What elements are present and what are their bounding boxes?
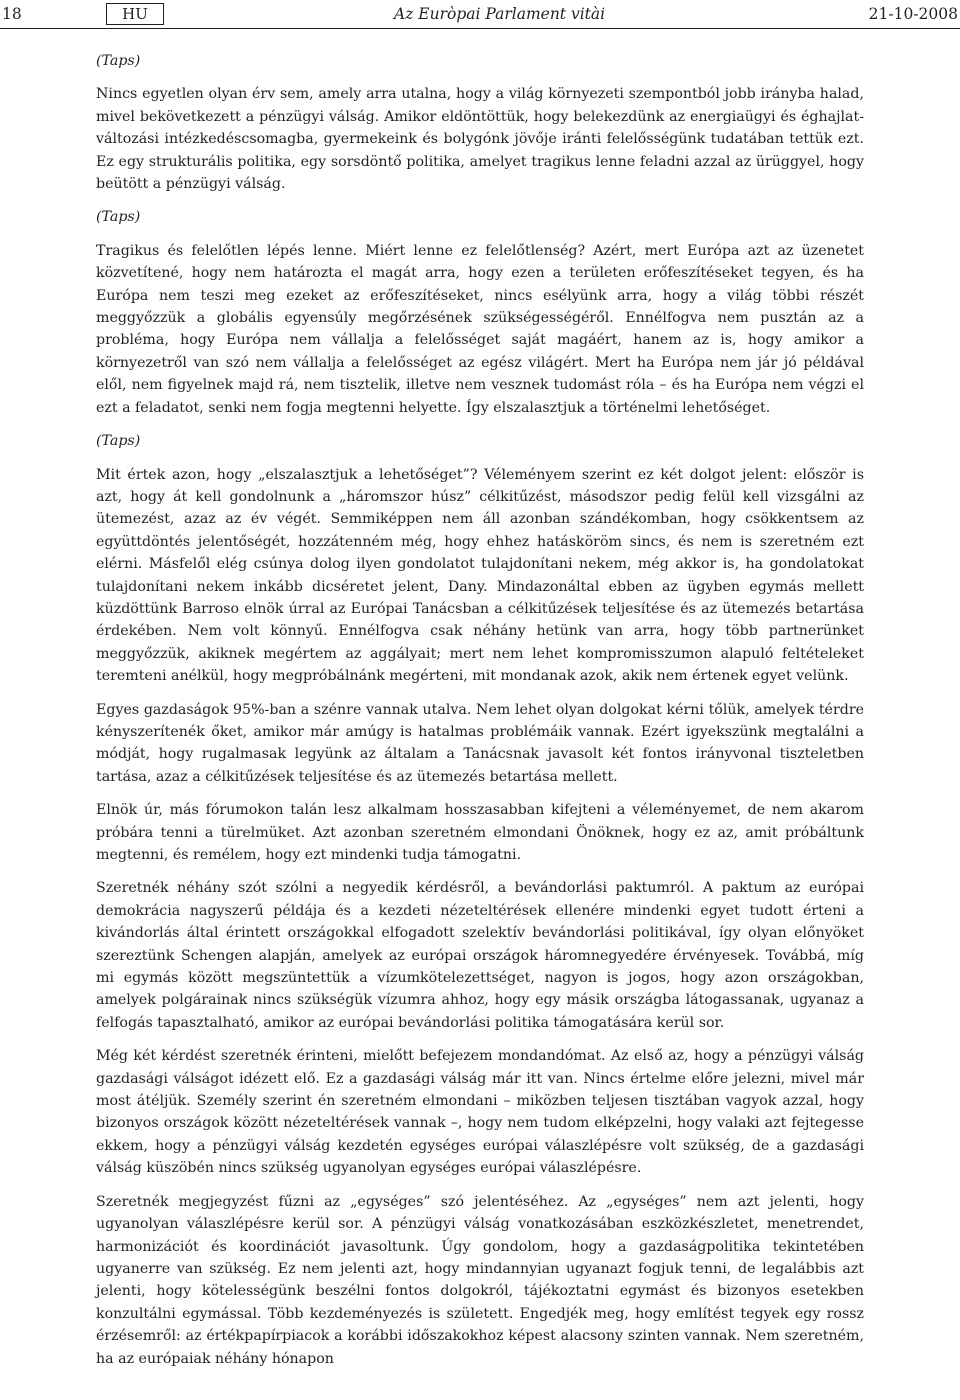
body-paragraph: Nincs egyetlen olyan érv sem, amely arra utalna, hogy a világ környezeti szempontból jobb irányba halad, mivel bekövetkezett a pénzügyi válság. Amikor eldöntöttük, hogy belekezdünk az energiaügyi és éghajlat-változási intézkedéscsomagba, gyermekeink és bolygónk jövője iránti felelősségünk tudatában tettük ezt. Ez egy strukturális politika, egy sorsdöntő politika, amelyet tragikus lenne feladni azzal az ürüggyel, hogy beütött a pénzügyi válság. [96, 86, 864, 193]
document-title: Az Euròpai Parlament vitài [394, 5, 606, 23]
body-paragraph: Egyes gazdaságok 95%-ban a szénre vannak utalva. Nem lehet olyan dolgokat kérni tőlük, amelyek térdre kényszerítenék őket, amikor már amúgy is hatalmas problémáik vannak. Ezért igyekszünk megtalálni a módját, hogy rugalmasak legyünk az általam a Tanácsnak javasolt két fontos irányvonal tiszteletben tartása, azaz a célkitűzések teljesítése és az ütemezés betartása mellett. [96, 701, 864, 785]
document-body [96, 50, 864, 1381]
body-paragraph: Mit értek azon, hogy „elszalasztjuk a lehetőséget”? Véleményem szerint ez két dolgot jelent: először is azt, hogy át kell gondolnunk a „háromszor húsz” célkitűzést, másodszor pedig felül kell vizsgálni az ütemezést, azaz az év végét. Semmiképpen nem áll azonban szándékomban, hogy csökkentsem az együttdöntés jelentőségét, hozzátenném még, hogy ehhez hatásköröm sincs, és nem is szeretném ezt elérni. Másfelől elég csúnya dolog ilyen gondolatot tulajdonítani nekem, még akkor is, ha gondolatokat tulajdonítani nekem inkább dicséretet jelent, Dany. Mindazonáltal ebben az ügyben egymás mellett küzdöttünk Barroso elnök úrral az Európai Tanácsban a célkitűzések teljesítése és az ütemezés betartása érdekében. Nem volt könnyű. Ennélfogva csak néhány hetünk van arra, hogy több partnerünket meggyőzzük, akiknek megértem az aggályait; mert nem lehet kompromisszumon alapuló feltételeket teremteni anélkül, hogy megpróbálnánk megérteni, mit mondanak azok, akik nem értenek egyet velünk. [96, 466, 864, 685]
body-paragraph: Tragikus és felelőtlen lépés lenne. Miért lenne ez felelőtlenség? Azért, mert Európa azt az üzenetet közvetítené, hogy nem határozta el magát arra, hogy ezen a területen erőfeszítéseket tegyen, és ha Európa nem teszi meg ezeket az erőfeszítéseket, nincs esélyünk arra, hogy a világ többi részét meggyőzzük a globális egyensúly megőrzésének szükségességéről. Ennélfogva nem pusztán az a probléma, hogy Európa nem vállalja a felelősséget saját magáért, hanem az is, hogy amikor a környezetről van szó nem vállalja a felelősséget az egész világért. Mert ha Európa nem jár jó példával elől, nem figyelnek majd rá, nem tisztelik, illetve nem vesznek tudomást róla – és ha Európa nem végzi el ezt a feladatot, senki nem fogja megtenni helyette. Így elszalasztjuk a történelmi lehetőséget. [96, 242, 864, 416]
body-paragraph: Még két kérdést szeretnék érinteni, mielőtt befejezem mondandómat. Az első az, hogy a pénzügyi válság gazdasági válságot idézett elő. Ez a gazdasági válság már itt van. Nincs értelme előre jelezni, mivel már most átéljük. Személy szerint én szeretném elmondani – miközben teljesen tisztában vagyok azzal, hogy bizonyos országok között nézeteltérések vannak –, hogy nem tudom elképzelni, hogy valaki azt fejtegesse ekkem, hogy a pénzügyi válság kezdetén egységes európai válaszlépésre volt szükség, de a gazdasági válság küszöbén nincs szükség ugyanolyan egységes európai válaszlépésre. [96, 1048, 864, 1177]
header-divider [0, 28, 960, 29]
applause-note: (Taps) [96, 53, 141, 69]
page-number: 18 [2, 5, 22, 23]
page-header [0, 0, 960, 28]
body-paragraph: Szeretnék néhány szót szólni a negyedik kérdésről, a bevándorlási paktumról. A paktum az európai demokrácia nagyszerű példája és a kezdeti nézeteltérések ellenére mindenki egyet tudott érteni a kivándorlás által érintett országokkal elfogadott szelektív bevándorlási politikával, így olyan előnyöket szereztünk Schengen alapján, amelyek az európai országok háromnegyedére érvényesek. Továbbá, míg mi egymás között megszüntettük a vízumkötelezettséget, nagyon is jogos, hogy azon országokban, amelyek polgárainak nincs szükségük vízumra ahhoz, hogy egy másik országba látogassanak, ugyanaz a felfogás tapasztalható, amikor az európai bevándorlási politika támogatására kerül sor. [96, 880, 864, 1031]
language-code-box: HU [106, 3, 164, 25]
applause-note: (Taps) [96, 209, 141, 226]
applause-note: (Taps) [96, 433, 141, 450]
body-paragraph: Szeretnék megjegyzést fűzni az „egységes” szó jelentéséhez. Az „egységes” nem azt jelenti, hogy ugyanolyan válaszlépésre kerül sor. A pénzügyi válság vonatkozásában eszközkészletet, menetrendet, harmonizációt és koordinációt javasoltunk. Úgy gondolom, hogy a gazdaságpolitika tekintetében ugyanerre van szükség. Ez nem jelenti azt, hogy mindannyian ugyanazt fogjuk tenni, de legalábbis azt jelenti, hogy kötelességünk beszélni fontos dolgokról, tájékoztatni egymást és bizonyos esetekben konzultálni egymással. Több kezdeményezés is született. Engedjék meg, hogy említést tegyek egy rossz érzésemről: az értékpapírpiacok a korábbi időszakokhoz képest alacsony szinten vannak. Nem szeretném, ha az európaiak néhány hónapon [96, 1193, 864, 1367]
document-date: 21-10-2008 [868, 5, 958, 23]
body-paragraph: Elnök úr, más fórumokon talán lesz alkalmam hosszasabban kifejteni a véleményemet, de nem akarom próbára tenni a türelmüket. Azt azonban szeretném elmondani Önöknek, hogy ez az, amit próbáltunk megtenni, és remélem, hogy ezt mindenki tudja támogatni. [96, 802, 864, 863]
